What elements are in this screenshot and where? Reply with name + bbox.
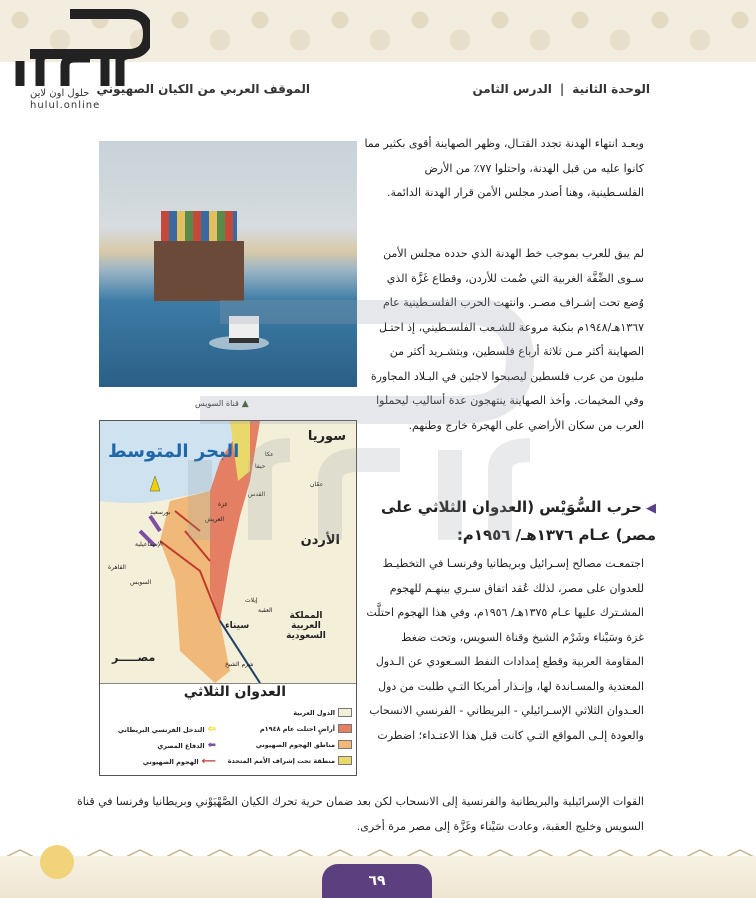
place-label: العريش [205,516,225,523]
legend-label: منطقة تحت إشراف الأمم المتحدة [227,756,335,765]
legend-item [157,740,216,751]
place-label: إيلات [245,597,258,604]
header-separator: | [559,82,565,96]
section-body [364,552,644,748]
place-label: شرم الشيخ [225,661,254,668]
legend-item [228,756,352,765]
map-legend [100,683,356,776]
place-label: غزة [218,501,228,508]
section-body-text: اجتمعـت مصالح إسـرائيل وبريطانيا وفرنسـا في التخطيـط للعدوان على مصر، لذلك عُقد اتفاق سـري بينهـم للهجوم المشـترك عليها عـام ١٣٧٥هـ/ ١٩٥٦م، وفي هذا الهجوم احتلَّت غزة وسَيْناء وشَرْم الشيخ وقناة السويس، وتحت ضغط المقاومة العربية وقطع إمدادات النفط السـعودي عن الـدول المعتدية والمسـاندة لها، وإنـذار أمريكا التـي طلبت من دول العـدوان الثلاثي الإسـرائيلي - البريطاني - الفرنسي الانسحاب والعودة إلـى المواقع التـي كانت قبل هذا الاعتـداء؛ اضطرت [366,557,644,742]
legend-label: أراضٍ احتلت عام ١٩٤٨م [259,724,335,733]
intro-paragraph-1 [364,132,644,206]
container-stack [161,211,237,245]
suez-canal-photo [99,141,357,387]
map-label-sea: البحر المتوسط [108,441,240,462]
place-label: عمّان [310,481,324,488]
legend-item [293,708,352,717]
intro-text-2: لم يبق للعرب بموجب خط الهدنة الذي حدده مجلس الأمن سـوى الضِّفَّة الغربية التي ضُمت للأردن، وقطاع غَزَّة الذي وُضع تحت إشـراف مصـر. وانتهت الحرب الفلسـطينية عام ١٣٦٧هـ/١٩٤٨م بنكبة مروعة للشـعب الفلسـطيني، إذ احتـل الصهاينة أكثر مـن ثلاثة أرباع فلسطين، وبتشـريد أكثر من مليون من عرب فلسطين ليصبحوا لاجئين في البـلاد المجاورة وفي المخيمات. وأخذ الصهاينة ينتهجون عدة أساليب ليحملوا العرب من سكان الأراضي على الهجرة خارج وطنهم. [370,247,644,432]
map-label-egypt: مصـــــر [112,651,156,664]
legend-swatch [338,708,352,717]
place-label: بورسعيد [150,509,171,516]
map-title: العدوان الثلاثي [183,684,286,700]
tripartite-aggression-map [99,420,357,776]
intro-text-1: وبعـد انتهاء الهدنة تجدد القتـال، وظهر الصهاينة أقوى بكثير مما كانوا عليه من قبل الهدنة، واحتلوا ٧٧٪ من الأرض الفلسـطينية، وهنا أصدر مجلس الأمن قرار الهدنة الدائمة. [364,137,644,199]
map-label-syria: سوريا [307,429,346,444]
place-label: حيفا [255,463,266,470]
logo-line-arabic: حلول اون لاين [30,88,90,99]
map-label-jordan: الأردن [300,533,340,548]
yellow-arrow-icon: ⇦ [207,724,216,735]
legend-label: التدخل الفرنسي البريطاني [117,725,205,734]
legend-label: مناطق الهجوم الصهيوني [255,740,335,749]
legend-swatch [338,756,352,765]
map-label-sinai: سيناء [225,621,250,631]
legend-item [260,724,352,733]
closing-text: القوات الإسرائيلية والبريطانية والفرنسية إلى الانسحاب لكن بعد ضمان حرية تحرك الكيان الصَّهْيَوْني وبريطانيا وفرنسا في قناة السويس وخليج العقبة، وعادت سَيْناء وغَزَّة إلى مصر مرة أخرى. [76,795,644,833]
tug-boat [229,316,259,343]
page-header [96,82,650,96]
legend-swatch [338,724,352,733]
page-number: ٦٩ [322,864,432,898]
unit-label: الوحدة الثانية [572,82,650,96]
purple-arrow-icon: ⬅ [207,740,216,751]
place-label: القاهرة [108,564,126,571]
caption-triangle-icon: ▲ [241,399,249,409]
legend-label: الهجوم الصهيوني [142,757,199,766]
place-label: الإسماعيلية [135,541,163,548]
place-label: القدس [248,491,266,498]
map-label-saudi: المملكة العربية السعودية [286,611,326,641]
lesson-label: الدرس الثامن [472,82,552,96]
legend-label: الدول العربية [293,708,335,717]
logo-line-latin: hulul.online [30,100,101,111]
closing-paragraph [44,790,644,839]
red-arrow-icon: ⟵ [201,756,216,767]
caption-text: قناة السويس [195,399,239,408]
place-label: عكا [265,451,274,458]
ship-hull [154,241,244,301]
place-label: السويس [130,579,152,586]
section-bullet-icon: ◀ [646,501,656,516]
legend-item [256,740,352,749]
section-title-text: حرب السُّوَيْس (العدوان الثلاثي على مصر) عـام ١٣٧٦هـ/ ١٩٥٦م: [380,498,656,544]
photo-caption [195,399,249,409]
lesson-topic: الموقف العربي من الكيان الصهيوني [96,82,310,96]
intro-paragraph-2 [364,242,644,438]
section-heading [356,494,656,549]
place-label: العقبة [258,607,273,614]
legend-item [143,756,216,767]
legend-label: الدفاع المصري [157,741,205,750]
lamp-decoration-icon [40,845,74,879]
legend-swatch [338,740,352,749]
legend-item [118,724,216,735]
